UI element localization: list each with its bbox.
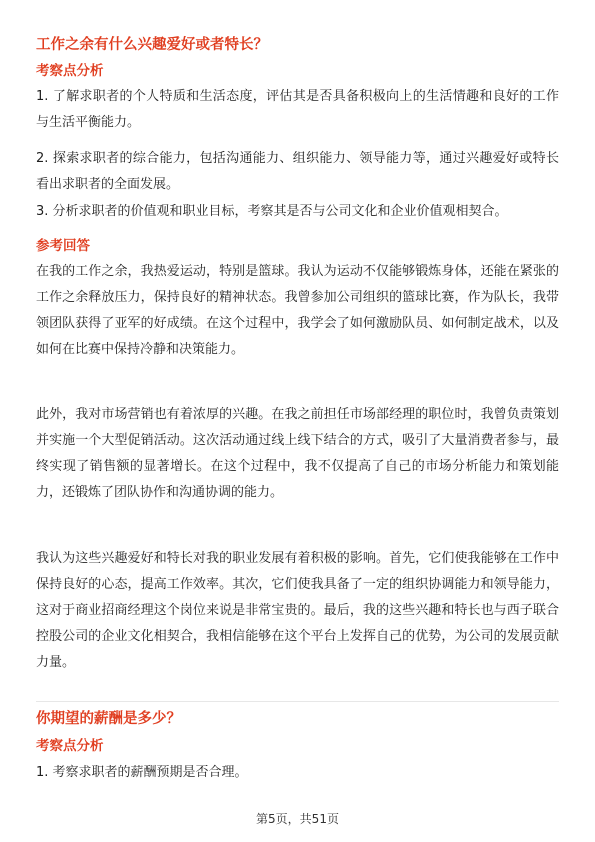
section-divider xyxy=(36,701,559,702)
analysis-item: 3. 分析求职者的价值观和职业目标，考察其是否与公司文化和企业价值观相契合。 xyxy=(36,204,508,219)
page-number: 第5页，共51页 xyxy=(256,812,339,826)
question-title: 工作之余有什么兴趣爱好或者特长？ xyxy=(36,37,268,53)
answer-paragraph: 在我的工作之余，我热爱运动，特别是篮球。我认为运动不仅能够锻炼身体，还能在紧张的工作之余释放压力，保持良好的精神状态。我曾参加公司组织的篮球比赛，作为队长，我带领团队获得了亚军的好成绩。在这个过程中，我学会了如何激励队员、如何制定战术，以及如何在比赛中保持冷静和决策能力。 xyxy=(36,264,559,357)
analysis-item: 1. 了解求职者的个人特质和生活态度，评估其是否具备积极向上的生活情趣和良好的工作与生活平衡能力。 xyxy=(36,89,559,130)
analysis-heading: 考察点分析 xyxy=(36,63,104,79)
answer-heading: 参考回答 xyxy=(36,238,90,254)
analysis-item: 1. 考察求职者的薪酬预期是否合理。 xyxy=(36,765,248,780)
analysis-item: 2. 探索求职者的综合能力，包括沟通能力、组织能力、领导能力等，通过兴趣爱好或特长看出求职者的全面发展。 xyxy=(36,151,559,192)
question-title: 你期望的薪酬是多少？ xyxy=(36,711,181,727)
analysis-heading: 考察点分析 xyxy=(36,738,104,754)
answer-paragraph: 我认为这些兴趣爱好和特长对我的职业发展有着积极的影响。首先，它们使我能够在工作中保持良好的心态，提高工作效率。其次，它们使我具备了一定的组织协调能力和领导能力，这对于商业招商经理这个岗位来说是非常宝贵的。最后，我的这些兴趣和特长也与西子联合控股公司的企业文化相契合，我相信能够在这个平台上发挥自己的优势，为公司的发展贡献力量。 xyxy=(36,551,559,670)
answer-paragraph: 此外，我对市场营销也有着浓厚的兴趣。在我之前担任市场部经理的职位时，我曾负责策划并实施一个大型促销活动。这次活动通过线上线下结合的方式，吸引了大量消费者参与，最终实现了销售额的显著增长。在这个过程中，我不仅提高了自己的市场分析能力和策划能力，还锻炼了团队协作和沟通协调的能力。 xyxy=(36,407,559,500)
